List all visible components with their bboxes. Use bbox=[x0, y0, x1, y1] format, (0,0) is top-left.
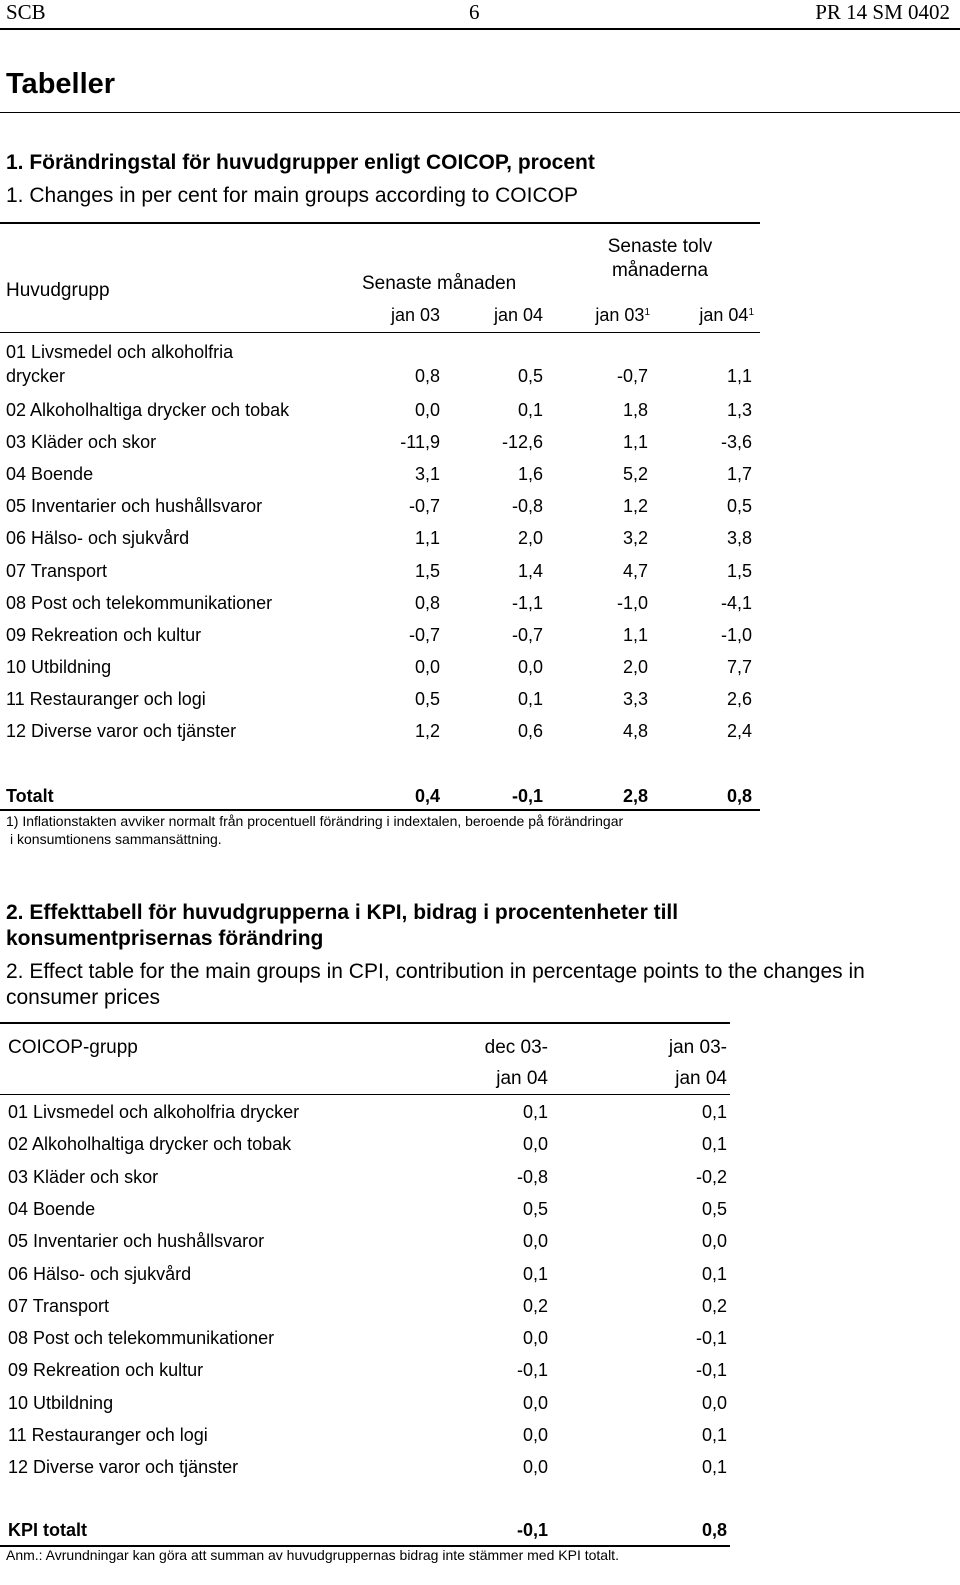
table2-cell: 0,0 bbox=[522, 1425, 548, 1445]
table1-cell: 0,0 bbox=[414, 657, 440, 677]
table1-row-label: 10 Utbildning bbox=[6, 657, 112, 677]
header-rule bbox=[0, 28, 960, 30]
table1-total-label: Totalt bbox=[6, 786, 54, 806]
table2-group-header: COICOP-grupp bbox=[8, 1037, 138, 1058]
table1-cell: 5,2 bbox=[622, 464, 648, 484]
table2-row-label: 10 Utbildning bbox=[8, 1392, 114, 1413]
table1-cell: 2,4 bbox=[726, 721, 752, 741]
table2-title-sv: konsumentprisernas förändring bbox=[6, 927, 324, 950]
table2-row-label: 04 Boende bbox=[8, 1198, 96, 1219]
table2-col-header: jan 04 bbox=[675, 1068, 727, 1089]
table1-cell: 1,2 bbox=[622, 496, 648, 516]
table2-cell: -0,1 bbox=[695, 1360, 727, 1381]
table1-cell: -3,6 bbox=[720, 432, 752, 452]
table1-row-label: 03 Kläder och skor bbox=[6, 432, 157, 452]
table1-cell: -1,0 bbox=[720, 625, 752, 645]
table1-total-value: 2,8 bbox=[622, 786, 648, 806]
table1-cell: 0,5 bbox=[414, 689, 440, 709]
table2-col-header: jan 04 bbox=[496, 1068, 548, 1089]
table2-row-label: 11 Restauranger och logi bbox=[8, 1425, 208, 1445]
table2-row-label: 09 Rekreation och kultur bbox=[8, 1360, 204, 1381]
table1-title-en: 1. Changes in per cent for main groups according to COICOP bbox=[6, 184, 578, 207]
table1-group-header: Huvudgrupp bbox=[6, 280, 110, 301]
table2-cell: 0,0 bbox=[522, 1392, 548, 1413]
table2-cell: 0,1 bbox=[701, 1134, 727, 1155]
table1-cell: 7,7 bbox=[726, 657, 752, 677]
table2-cell: 0,1 bbox=[522, 1263, 548, 1284]
table1-total-value: 0,4 bbox=[414, 786, 440, 806]
table2-note: Anm.: Avrundningar kan göra att summan av huvudgruppernas bidrag inte stämmer med KPI totalt. bbox=[6, 1547, 619, 1563]
table1-cell: 1,4 bbox=[517, 561, 543, 581]
table1-row-label: 09 Rekreation och kultur bbox=[6, 625, 202, 645]
table1-cell: -0,8 bbox=[511, 496, 543, 516]
table1-cell: 2,6 bbox=[726, 689, 752, 709]
table2-top-rule bbox=[0, 1022, 730, 1024]
table2-cell: 0,5 bbox=[522, 1198, 548, 1219]
col-label: jan 03 bbox=[595, 305, 645, 325]
table1-row-label: 01 Livsmedel och alkoholfria bbox=[6, 342, 234, 362]
table2-row-label: 06 Hälso- och sjukvård bbox=[8, 1263, 192, 1284]
table1-cell: -4,1 bbox=[720, 593, 752, 613]
table1-cell: 1,1 bbox=[414, 528, 440, 548]
table1-cell: 0,5 bbox=[517, 366, 543, 386]
table1-cell: 1,6 bbox=[517, 464, 543, 484]
table1-header-rule bbox=[0, 332, 760, 333]
table2-cell: -0,1 bbox=[695, 1328, 727, 1349]
table1-col-header: jan 04 bbox=[493, 305, 543, 325]
table2-row-label: 08 Post och telekommunikationer bbox=[8, 1328, 275, 1349]
table1-row-label: 08 Post och telekommunikationer bbox=[6, 593, 273, 613]
table2-title-en: 2. Effect table for the main groups in CPI, contribution in percentage points to the changes in bbox=[6, 960, 865, 983]
table1-row-label: 02 Alkoholhaltiga drycker och tobak bbox=[6, 400, 290, 420]
table1-cell: 3,8 bbox=[726, 528, 752, 548]
table1-cell: 0,8 bbox=[414, 366, 440, 386]
title-rule bbox=[0, 112, 960, 113]
table1-cell: 1,1 bbox=[622, 432, 648, 452]
table1-footnote: 1) Inflationstakten avviker normalt från procentuell förändring i indextalen, beroende på förändringar bbox=[6, 813, 624, 829]
table1-footnote: i konsumtionens sammansättning. bbox=[10, 831, 222, 847]
table2-cell: 0,2 bbox=[701, 1295, 727, 1316]
table1-row-label: 11 Restauranger och logi bbox=[6, 689, 206, 709]
table1-cell: -1,1 bbox=[511, 593, 543, 613]
col-label: jan 04 bbox=[699, 305, 749, 325]
table1-cell: -11,9 bbox=[400, 432, 440, 452]
table1-row-label: 12 Diverse varor och tjänster bbox=[6, 721, 237, 741]
table2-total-value: 0,8 bbox=[701, 1520, 727, 1540]
footnote-marker: 1 bbox=[748, 307, 754, 318]
table2-cell: 0,1 bbox=[701, 1425, 727, 1445]
table2-col-header: jan 03- bbox=[668, 1037, 727, 1058]
table2-row-label: 03 Kläder och skor bbox=[8, 1166, 159, 1187]
table1-row-label: 04 Boende bbox=[6, 464, 94, 484]
table1-cell: 0,1 bbox=[517, 689, 543, 709]
table1-cell: -0,7 bbox=[408, 496, 440, 516]
table2-cell: 0,1 bbox=[701, 1457, 727, 1478]
table1-cell: 3,2 bbox=[622, 528, 648, 548]
table1-cell: 2,0 bbox=[622, 657, 648, 677]
table2-row-label: 02 Alkoholhaltiga drycker och tobak bbox=[8, 1134, 292, 1155]
table1-last12-header-1: Senaste tolv bbox=[607, 236, 713, 257]
table1-cell: 1,5 bbox=[414, 561, 440, 581]
table2-title-en: consumer prices bbox=[6, 986, 161, 1009]
table1-row-label: 06 Hälso- och sjukvård bbox=[6, 528, 190, 548]
table2-cell: 0,0 bbox=[701, 1231, 727, 1252]
table1-bottom-rule bbox=[0, 809, 760, 811]
table1-cell: 4,8 bbox=[622, 721, 648, 741]
table1-cell: 4,7 bbox=[622, 561, 648, 581]
table2-cell: 0,1 bbox=[522, 1102, 548, 1122]
table2-row-label: 05 Inventarier och hushållsvaror bbox=[8, 1231, 265, 1252]
table1-cell: 1,3 bbox=[726, 400, 752, 420]
page-number: 6 bbox=[469, 0, 480, 24]
table1-cell: -12,6 bbox=[501, 432, 543, 452]
table2-row-label: 07 Transport bbox=[8, 1295, 110, 1316]
table1-top-rule bbox=[0, 222, 760, 224]
table1-cell: 1,1 bbox=[726, 366, 752, 386]
table1-cell: 0,0 bbox=[414, 400, 440, 420]
table2-cell: -0,1 bbox=[516, 1360, 548, 1381]
table2-col-header: dec 03- bbox=[484, 1037, 548, 1058]
footnote-marker: 1 bbox=[644, 307, 650, 318]
table2-row-label: 12 Diverse varor och tjänster bbox=[8, 1457, 239, 1478]
table2-total-label: KPI totalt bbox=[8, 1520, 87, 1540]
table1-col-header: jan 03 bbox=[390, 305, 440, 325]
table2-row-label: 01 Livsmedel och alkoholfria drycker bbox=[8, 1102, 300, 1122]
table2-title-sv: 2. Effekttabell för huvudgrupperna i KPI, bidrag i procentenheter till bbox=[6, 901, 679, 924]
table2-cell: 0,5 bbox=[701, 1198, 727, 1219]
table2-cell: 0,0 bbox=[701, 1392, 727, 1413]
table1-cell: 0,6 bbox=[517, 721, 543, 741]
table1-cell: 1,1 bbox=[622, 625, 648, 645]
table2-cell: 0,0 bbox=[522, 1457, 548, 1478]
table1-row-label: 05 Inventarier och hushållsvaror bbox=[6, 496, 263, 516]
page-title: Tabeller bbox=[6, 68, 116, 100]
table2-cell: -0,2 bbox=[695, 1166, 727, 1187]
table2-cell: 0,0 bbox=[522, 1328, 548, 1349]
table1-col-header bbox=[620, 305, 754, 326]
table1-last-month-header: Senaste månaden bbox=[362, 273, 517, 294]
table2-cell: 0,0 bbox=[522, 1231, 548, 1252]
table1-cell: -0,7 bbox=[616, 366, 648, 386]
table1-cell: 1,8 bbox=[622, 400, 648, 420]
table2-total-value: -0,1 bbox=[516, 1520, 548, 1540]
table1-cell: -0,7 bbox=[408, 625, 440, 645]
table2-cell: -0,8 bbox=[516, 1166, 548, 1187]
table2-cell: 0,0 bbox=[522, 1134, 548, 1155]
header-left: SCB bbox=[6, 0, 46, 24]
table1-cell: 2,0 bbox=[517, 528, 543, 548]
table1-cell: -1,0 bbox=[616, 593, 648, 613]
table1-cell: 3,1 bbox=[414, 464, 440, 484]
table1-cell: 0,1 bbox=[517, 400, 543, 420]
table1-total-value: -0,1 bbox=[511, 786, 543, 806]
table2-header-rule bbox=[0, 1094, 730, 1095]
table1-cell: 1,2 bbox=[414, 721, 440, 741]
table1-cell: 0,0 bbox=[517, 657, 543, 677]
header-right: PR 14 SM 0402 bbox=[815, 0, 950, 24]
table1-cell: 0,8 bbox=[414, 593, 440, 613]
table2-cell: 0,2 bbox=[522, 1295, 548, 1316]
table1-cell: 3,3 bbox=[622, 689, 648, 709]
table1-row-label: 07 Transport bbox=[6, 561, 108, 581]
table1-cell: 0,5 bbox=[726, 496, 752, 516]
table1-total-value: 0,8 bbox=[726, 786, 752, 806]
table1-last12-header-2: månaderna bbox=[611, 260, 709, 281]
table1-cell: -0,7 bbox=[511, 625, 543, 645]
table1-title-sv: 1. Förändringstal för huvudgrupper enligt COICOP, procent bbox=[6, 151, 595, 174]
table1-row-label: drycker bbox=[6, 366, 66, 386]
table2-cell: 0,1 bbox=[701, 1102, 727, 1122]
table2-cell: 0,1 bbox=[701, 1263, 727, 1284]
table1-cell: 1,7 bbox=[726, 464, 752, 484]
table1-cell: 1,5 bbox=[726, 561, 752, 581]
